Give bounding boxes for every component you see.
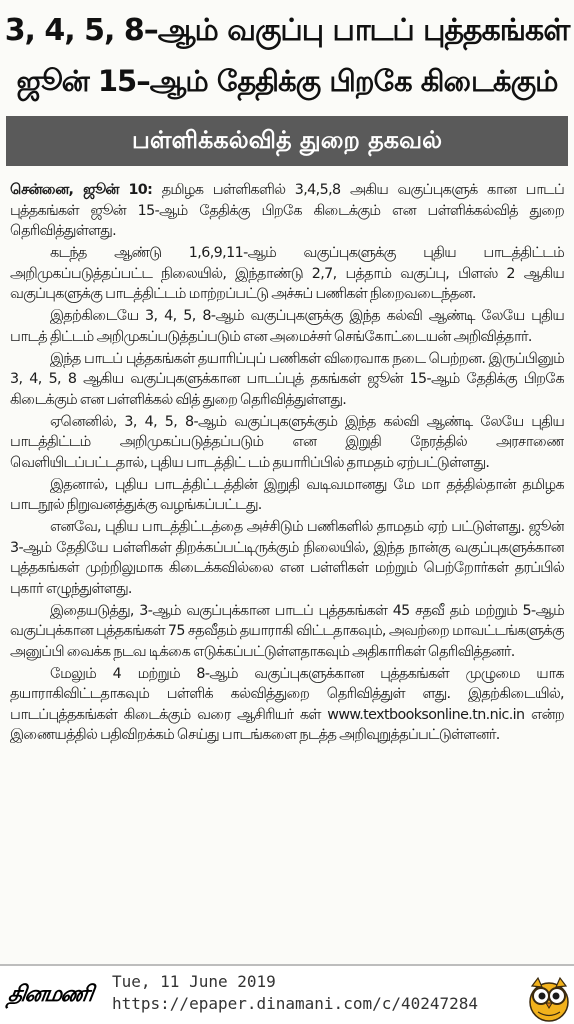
- article-paragraph-9: மேலும் 4 மற்றும் 8-ஆம் வகுப்புகளுக்கான புத்தகங்கள் முழுமை யாக தயாராகிவிட்டதாகவும் பள்ளிக் கல்வித்துறை தெரிவித்துள் ளது. இதற்கிடையில், பாடப்புத்தகங்கள் கிடைக்கும் வரை ஆசிரியர் கள் www.textbooksonline.tn.nic.in என்ற இணையத்தில் பதிவிறக்கம் செய்து பாடங்களை நடத்த அறிவுறுத்தப்பட்டுள்ளனர்.: [10, 665, 564, 743]
- article-paragraph-3: இதற்கிடையே 3, 4, 5, 8-ஆம் வகுப்புகளுக்கு இந்த கல்வி ஆண்டி லேயே புதிய பாடத் திட்டம் அறிமுகப்படுத்தப்படும் என அமைச்சர் செங்கோட்டையன் அறிவித்தார்.: [10, 308, 564, 345]
- dateline: சென்னை, ஜூன் 10:: [10, 182, 153, 198]
- article-paragraph-5: ஏனெனில், 3, 4, 5, 8-ஆம் வகுப்புகளுக்கும் இந்த கல்வி ஆண்டி லேயே புதிய பாடத்திட்டம் அறிமுகப்படுத்தப்படும் என இறுதி நேரத்தில் அரசாணை வெளியிடப்பட்டதால், புதிய பாடத்திட் டம் தயாரிப்பில் தாமதம் ஏற்பட்டுள்ளது.: [10, 413, 564, 471]
- subheadline-text: பள்ளிக்கல்வித் துறை தகவல்: [131, 125, 443, 154]
- article-paragraph-4: இந்த பாடப் புத்தகங்கள் தயாரிப்புப் பணிகள் விரைவாக நடை பெற்றன. இருப்பினும் 3, 4, 5, 8 ஆகிய வகுப்புகளுக்கான பாடப்புத் தகங்கள் ஜூன் 15-ஆம் தேதிக்கு பிறகே கிடைக்கும் என பள்ளிக்கல் வித் துறை தெரிவித்துள்ளது.: [10, 350, 564, 408]
- headline-line-2: ஜூன் 15–ஆம் தேதிக்கு பிறகே கிடைக்கும்: [16, 64, 558, 98]
- edition-date: Tue, 11 June 2019: [112, 972, 276, 991]
- article-paragraph-1: [10, 180, 564, 242]
- headline-line-1: 3, 4, 5, 8–ஆம் வகுப்பு பாடப் புத்தகங்கள்: [4, 13, 570, 48]
- article-paragraph-2: கடந்த ஆண்டு 1,6,9,11-ஆம் வகுப்புகளுக்கு புதிய பாடத்திட்டம் அறிமுகப்படுத்தப்பட்ட நிலையில், இந்தாண்டு 2,7, பத்தாம் வகுப்பு, பிளஸ் 2 ஆகிய வகுப்புகளுக்கு பாடத்திட்டம் மாற்றப்பட்டு அச்சுப் பணிகள் நிறைவடைந்தன.: [10, 245, 564, 302]
- epaper-url[interactable]: https://epaper.dinamani.com/c/40247284: [112, 994, 479, 1013]
- paragraph-1-text: தமிழக பள்ளிகளில் 3,4,5,8 அகிய வகுப்புகளுக் கான பாடப் புத்தகங்கள் ஜூன் 15-ஆம் தேதிக்கு பிறகே கிடைக்கும் என பள்ளிக்கல்வித் துறை தெரிவித்துள்ளது.: [10, 182, 564, 239]
- owl-icon: [526, 972, 572, 1022]
- subheadline-banner: [6, 116, 568, 166]
- footer-divider: [0, 964, 574, 966]
- article-body: [10, 180, 564, 962]
- article-paragraph-6: இதனால், புதிய பாடத்திட்டத்தின் இறுதி வடிவமானது மே மா தத்தில்தான் தமிழக பாடநூல் நிறுவனத்துக்கு வழங்கப்பட்டது.: [10, 476, 564, 513]
- logo-text: தினமணி: [6, 982, 94, 1007]
- article-paragraph-7: எனவே, புதிய பாடத்திட்டத்தை அச்சிடும் பணிகளில் தாமதம் ஏற் பட்டுள்ளது. ஜூன் 3-ஆம் தேதியே பள்ளிகள் திறக்கப்பட்டிருக்கும் நிலையில், இந்த நான்கு வகுப்புகளுக்கான புத்தகங்கள் முற்றிலுமாக கிடைக்கவில்லை என பள்ளிகள் மற்றும் பெற்றோர்கள் தரப்பில் புகார் எழுந்துள்ளது.: [10, 519, 564, 597]
- article-paragraph-8: இதையடுத்து, 3-ஆம் வகுப்புக்கான பாடப் புத்தகங்கள் 45 சதவீ தம் மற்றும் 5-ஆம் வகுப்புக்கான புத்தகங்கள் 75 சதவீதம் தயாராகி விட்டதாகவும், அவற்றை மாவட்டங்களுக்கு அனுப்பி வைக்க நடவ டிக்கை எடுக்கப்பட்டுள்ளதாகவும் அதிகாரிகள் தெரிவித்தனர்.: [10, 602, 564, 660]
- dinamani-logo: [8, 974, 104, 1018]
